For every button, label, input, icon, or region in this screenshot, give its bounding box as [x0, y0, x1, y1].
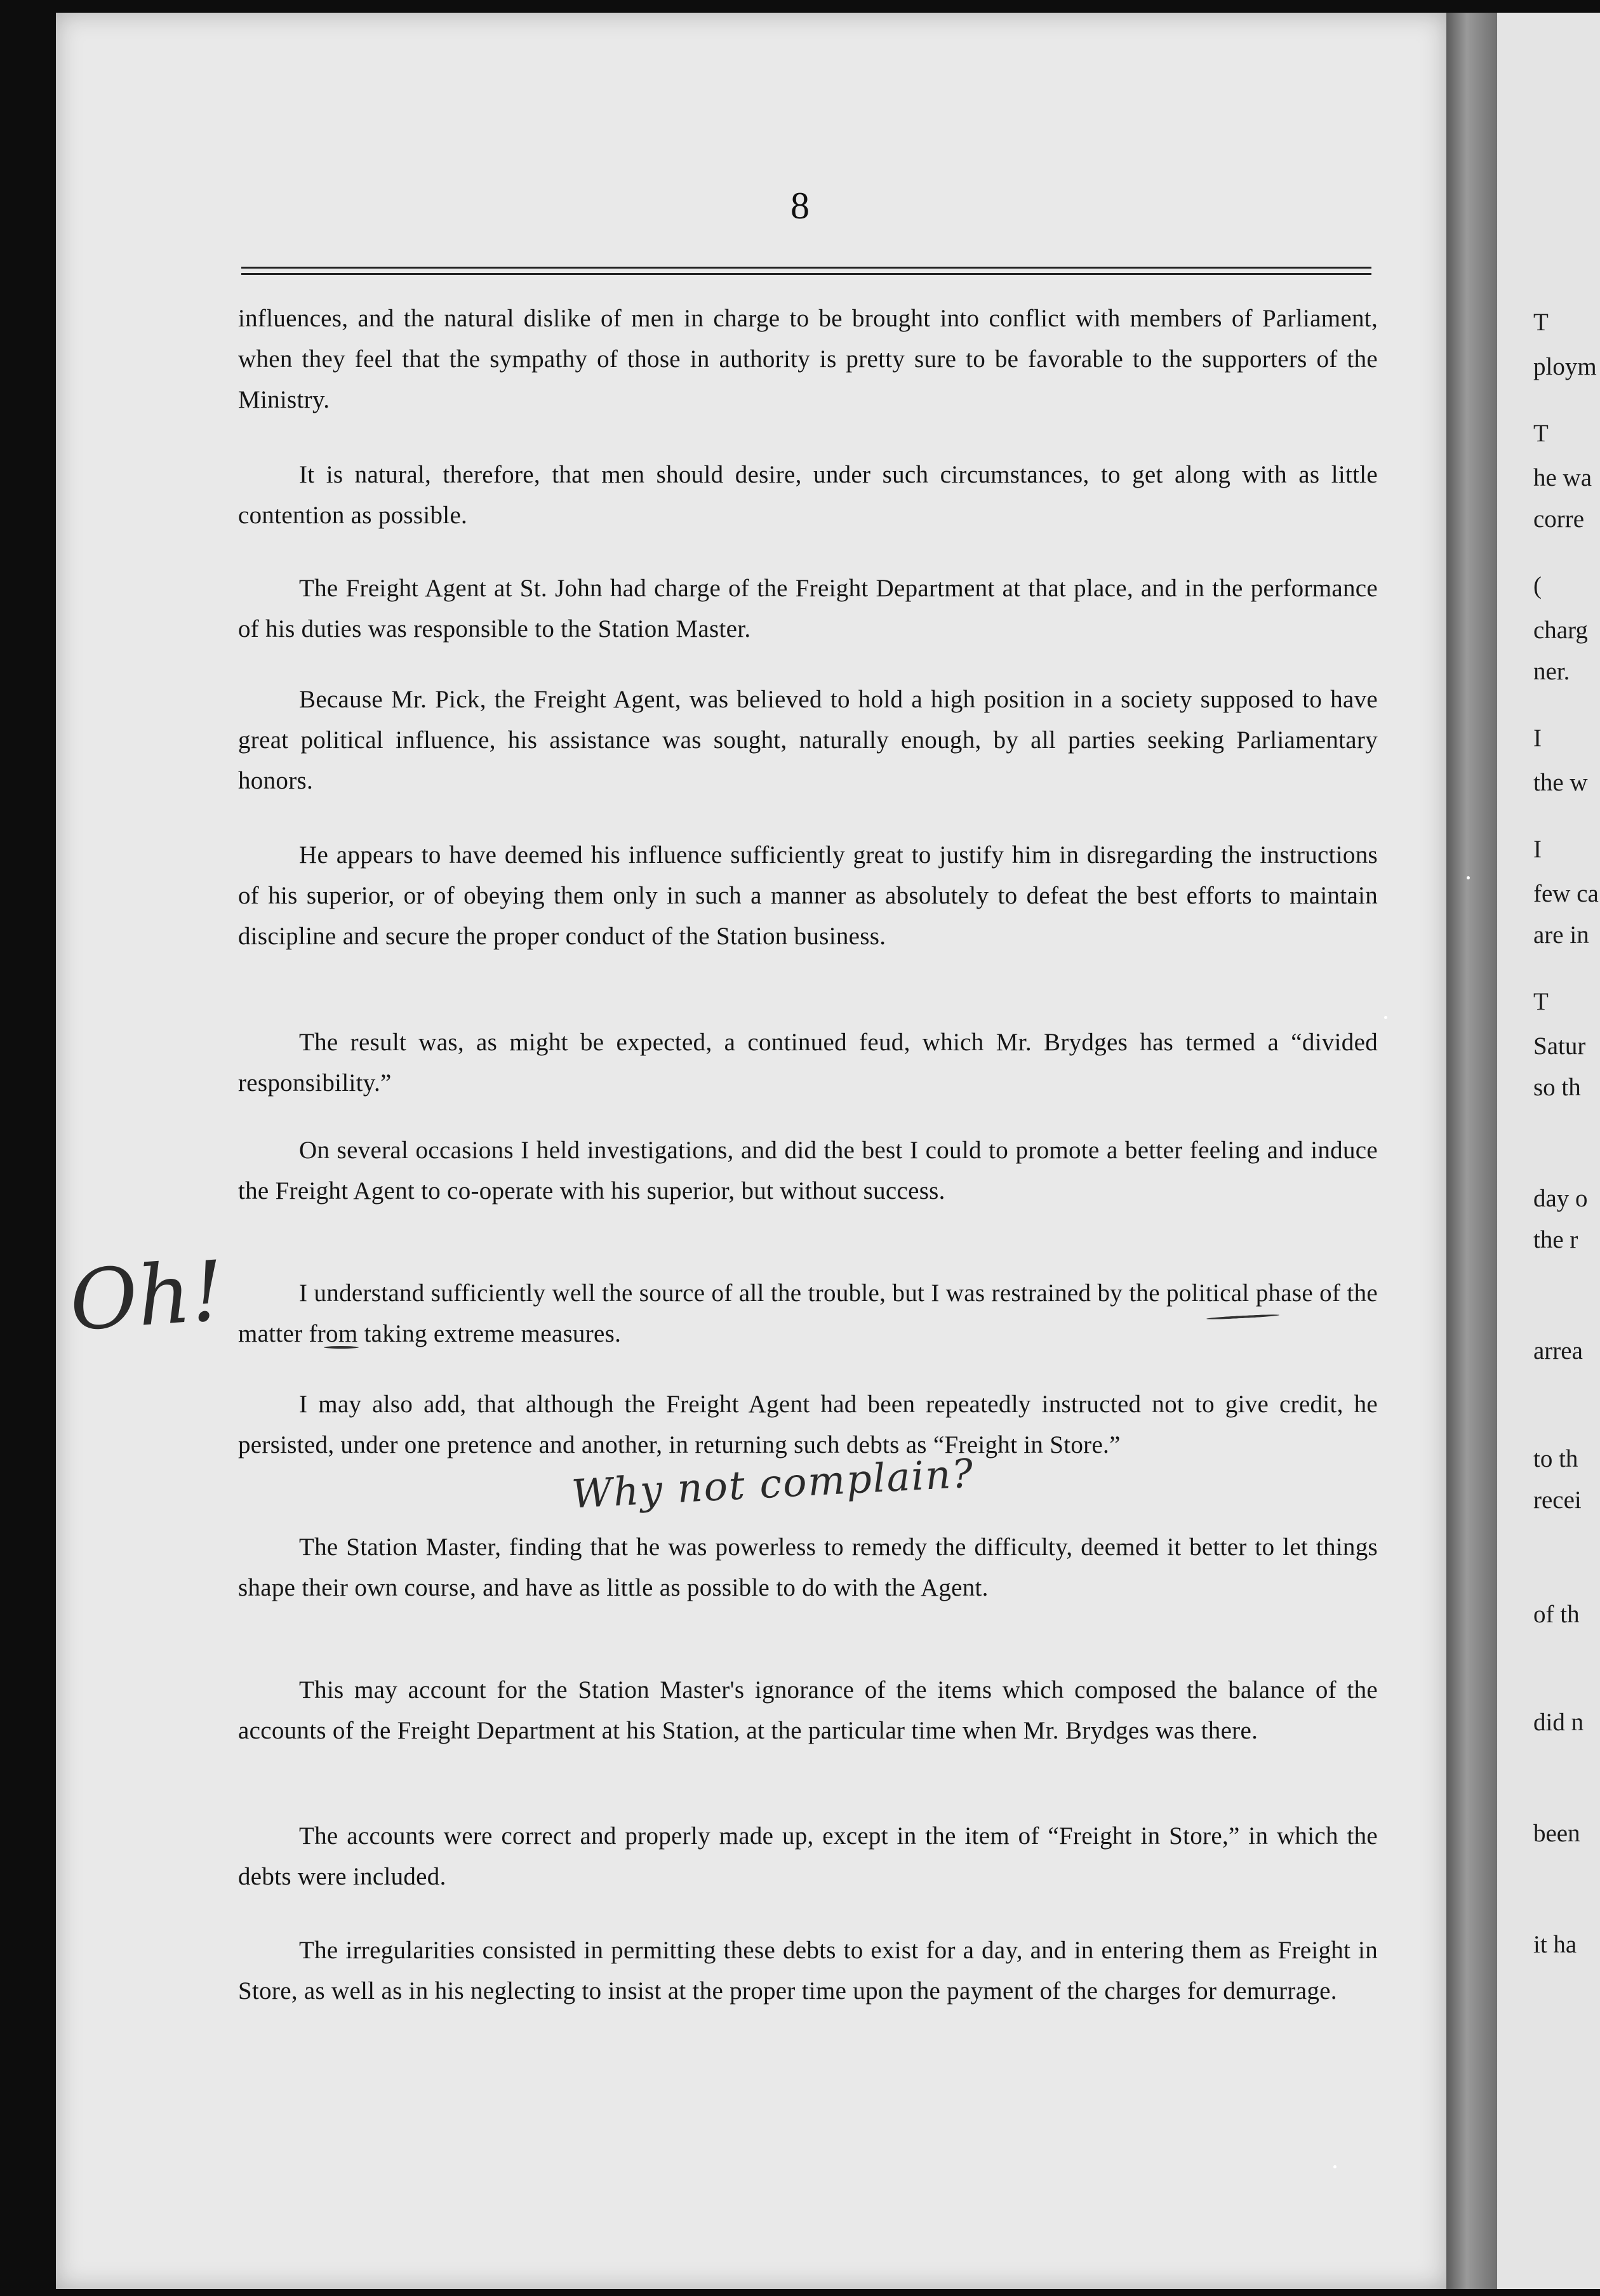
- page-number: 8: [790, 185, 810, 227]
- facing-fragment: charg: [1533, 617, 1588, 644]
- paragraph-12: The accounts were correct and properly made up, except in the item of “Freight in Store,” in which the debts were included.: [238, 1822, 1378, 1890]
- facing-fragment: (: [1533, 572, 1542, 599]
- facing-fragment: so th: [1533, 1074, 1581, 1101]
- scan-speck: [1384, 1016, 1387, 1019]
- facing-fragment: Satur: [1533, 1032, 1586, 1060]
- facing-fragment: he wa: [1533, 464, 1592, 491]
- facing-fragment: I: [1533, 836, 1542, 863]
- header-rule-bottom: [241, 273, 1371, 275]
- facing-fragment: recei: [1533, 1486, 1582, 1514]
- paragraph-11: This may account for the Station Master's ignorance of the items which composed the balance of the accounts of the Freight Department at his Station, at the particular time when Mr. Brydges was there.: [238, 1676, 1378, 1744]
- facing-fragment: ner.: [1533, 658, 1570, 685]
- handwritten-inline-note: Why not complain?: [570, 1450, 976, 1518]
- facing-fragment: arrea: [1533, 1337, 1583, 1365]
- handwritten-margin-note: Oh!: [66, 1242, 227, 1350]
- paragraph-9: I may also add, that although the Freight Agent had been repeatedly instructed not to give credit, he persisted, under one pretence and another, in returning such debts as “Freight in Store.”: [238, 1391, 1378, 1458]
- facing-fragment: ploym: [1533, 353, 1597, 380]
- facing-fragment: few ca: [1533, 880, 1599, 907]
- paragraph-6: The result was, as might be expected, a continued feud, which Mr. Brydges has termed a “divided responsibility.”: [238, 1029, 1378, 1097]
- header-rule-top: [241, 267, 1371, 269]
- paragraph-8: I understand sufficiently well the source of all the trouble, but I was restrained by the political phase of the matter from taking extreme measures.: [238, 1279, 1378, 1347]
- paragraph-13: The irregularities consisted in permitting these debts to exist for a day, and in entering them as Freight in Store, as well as in his neglecting to insist at the proper time upon the payment of the charges for demurrage.: [238, 1937, 1378, 2005]
- facing-fragment: corre: [1533, 505, 1585, 533]
- paragraph-10: The Station Master, finding that he was powerless to remedy the difficulty, deemed it better to let things shape their own course, and have as little as possible to do with the Agent.: [238, 1533, 1378, 1601]
- facing-fragment: did n: [1533, 1709, 1584, 1736]
- paragraph-3: The Freight Agent at St. John had charge of the Freight Department at that place, and in the performance of his duties was responsible to the Station Master.: [238, 575, 1378, 643]
- facing-fragment: of th: [1533, 1601, 1580, 1628]
- facing-fragment: been: [1533, 1820, 1580, 1847]
- facing-fragment: it ha: [1533, 1931, 1577, 1958]
- facing-fragment: the w: [1533, 769, 1588, 796]
- paragraph-7: On several occasions I held investigations, and did the best I could to promote a better feeling and induce the Freight Agent to co-operate with his superior, but without success.: [238, 1137, 1378, 1205]
- facing-fragment: the r: [1533, 1226, 1578, 1253]
- paragraph-2: It is natural, therefore, that men should desire, under such circumstances, to get along with as little contention as possible.: [238, 461, 1378, 529]
- paragraph-1: influences, and the natural dislike of men in charge to be brought into conflict with members of Parliament, when they feel that the sympathy of those in authority is pretty sure to be favorable to the supporters of the Ministry.: [238, 305, 1378, 413]
- paragraph-5: He appears to have deemed his influence sufficiently great to justify him in disregarding the instructions of his superior, or of obeying them only in such a manner as absolutely to defeat the best efforts to maintain discipline and secure the proper conduct of the Station business.: [238, 841, 1378, 950]
- facing-fragment: T: [1533, 988, 1549, 1015]
- facing-fragment: day o: [1533, 1185, 1588, 1212]
- facing-fragment: to th: [1533, 1445, 1578, 1472]
- paragraph-4: Because Mr. Pick, the Freight Agent, was believed to hold a high position in a society supposed to have great political influence, his assistance was sought, naturally enough, by all parties seeking Parliamentary honors.: [238, 686, 1378, 794]
- handwritten-underline-political: [324, 1346, 359, 1349]
- facing-fragment: T: [1533, 420, 1549, 447]
- book-spine: [1446, 13, 1497, 2289]
- scan-speck: [1467, 876, 1470, 879]
- facing-fragment: are in: [1533, 921, 1589, 949]
- scan-speck: [1333, 2165, 1337, 2168]
- facing-fragment: I: [1533, 724, 1542, 752]
- facing-fragment: T: [1533, 309, 1549, 336]
